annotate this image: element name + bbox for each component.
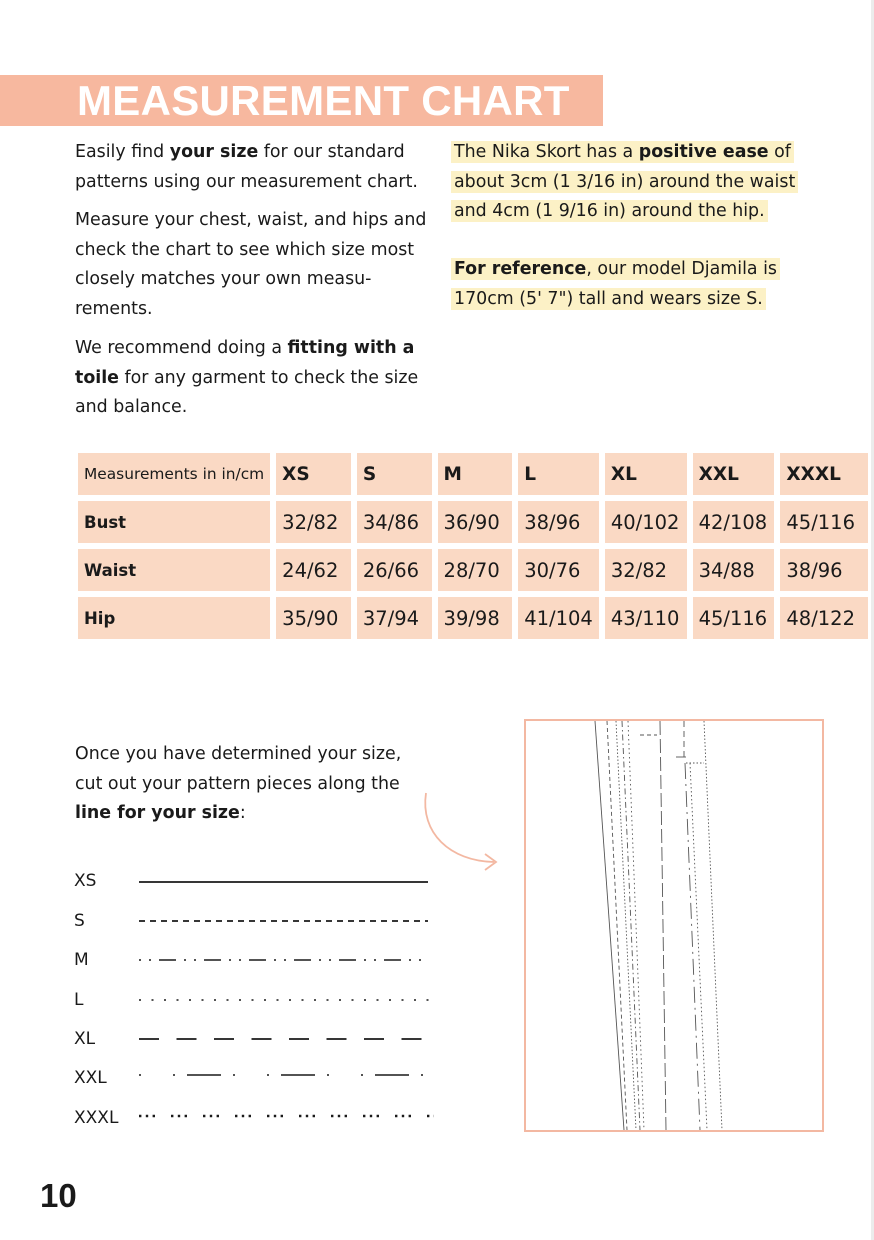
- table-row-waist: [78, 549, 868, 591]
- size-header-xs: XS: [276, 453, 351, 495]
- legend-label: M: [74, 950, 89, 970]
- ease-note: The Nika Skort has a positive ease of about 3cm (1 3/16 in) around the waist and 4cm (1 9/16 in) around the hip.: [451, 138, 806, 227]
- row-label-hip: Hip: [78, 597, 270, 639]
- legend-label: XXL: [74, 1068, 107, 1088]
- table-cell: 42/108: [693, 501, 775, 543]
- row-label-bust: Bust: [78, 501, 270, 543]
- table-cell: 39/98: [438, 597, 513, 639]
- row-label-waist: Waist: [78, 549, 270, 591]
- legend-row-l: [74, 985, 454, 1015]
- table-cell: 34/88: [693, 549, 775, 591]
- page-title: MEASUREMENT CHART: [77, 77, 570, 124]
- solid-line-sample: [138, 866, 438, 896]
- table-cell: 43/110: [605, 597, 687, 639]
- size-header-xxxl: XXXL: [780, 453, 868, 495]
- table-cell: 24/62: [276, 549, 351, 591]
- table-cell: 34/86: [357, 501, 432, 543]
- size-header-row: [78, 453, 868, 495]
- table-cell: 28/70: [438, 549, 513, 591]
- table-cell: 45/116: [693, 597, 775, 639]
- size-table: [72, 447, 874, 645]
- table-cell: 45/116: [780, 501, 868, 543]
- table-cell: 48/122: [780, 597, 868, 639]
- table-cell: 32/82: [276, 501, 351, 543]
- legend-label: L: [74, 990, 84, 1010]
- table-cell: 38/96: [780, 549, 868, 591]
- table-row-bust: [78, 501, 868, 543]
- table-cell: 30/76: [518, 549, 599, 591]
- legend-row-xs: [74, 866, 454, 896]
- dotted-line-sample: [138, 985, 438, 1015]
- intro-paragraph-3: We recommend doing a fitting with a toile for any garment to check the size and balance.: [75, 338, 419, 417]
- intro-paragraph-1: Easily find your size for our standard patterns using our measurement chart.: [75, 142, 418, 192]
- cut-instructions: Once you have determined your size, cut out your pattern pieces along the line for your size:: [75, 744, 402, 823]
- intro-paragraph-2: Measure your chest, waist, and hips and check the chart to see which size most closely matches your own measu-rements.: [75, 210, 427, 319]
- legend-row-s: [74, 906, 454, 936]
- legend-label: XS: [74, 871, 97, 891]
- table-row-hip: [78, 597, 868, 639]
- table-corner-label: Measurements in in/cm: [78, 453, 270, 495]
- dot-group-line-sample: [138, 1103, 438, 1133]
- table-cell: 41/104: [518, 597, 599, 639]
- table-cell: 26/66: [357, 549, 432, 591]
- size-header-xl: XL: [605, 453, 687, 495]
- model-reference-note: For reference, our model Djamila is 170cm (5' 7") tall and wears size S.: [451, 255, 806, 314]
- legend-label: XXXL: [74, 1108, 119, 1128]
- legend-label: S: [74, 911, 85, 931]
- size-header-xxl: XXL: [693, 453, 775, 495]
- pattern-piece-illustration: [524, 719, 824, 1132]
- legend-row-xxxl: [74, 1103, 454, 1133]
- dot-dash-line-sample: [138, 945, 438, 975]
- legend-row-xl: [74, 1024, 454, 1054]
- table-cell: 35/90: [276, 597, 351, 639]
- curved-arrow-icon: [418, 785, 508, 875]
- dashed-line-sample: [138, 906, 438, 936]
- table-cell: 32/82: [605, 549, 687, 591]
- table-cell: 40/102: [605, 501, 687, 543]
- size-header-m: M: [438, 453, 513, 495]
- size-header-s: S: [357, 453, 432, 495]
- page-number: 10: [40, 1177, 77, 1214]
- pattern-lines-drawing: [526, 721, 822, 1130]
- dash-dot-line-sample: [138, 1063, 438, 1093]
- legend-row-xxl: [74, 1063, 454, 1093]
- table-cell: 37/94: [357, 597, 432, 639]
- table-cell: 38/96: [518, 501, 599, 543]
- long-dash-line-sample: [138, 1024, 438, 1054]
- legend-label: XL: [74, 1029, 96, 1049]
- legend-row-m: [74, 945, 454, 975]
- table-cell: 36/90: [438, 501, 513, 543]
- size-header-l: L: [518, 453, 599, 495]
